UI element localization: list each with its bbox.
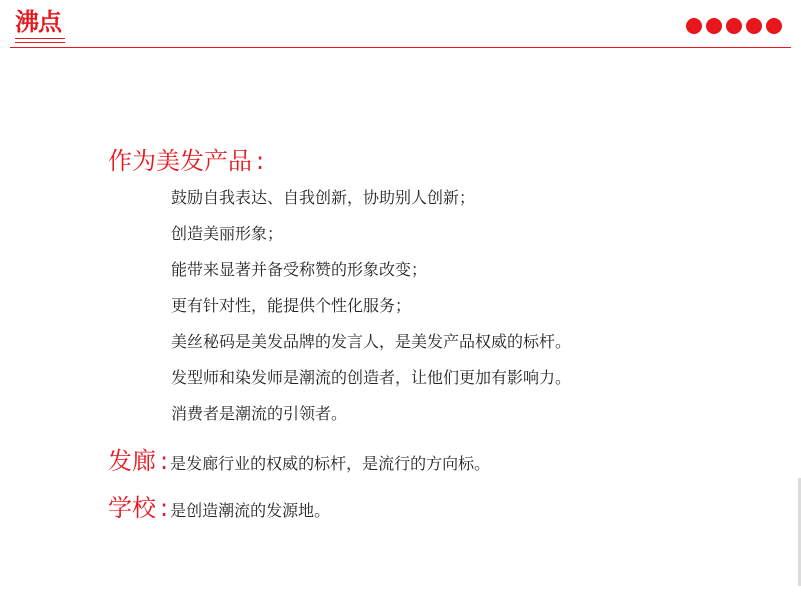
list-item: 能带来显著并备受称赞的形象改变； [171,260,428,279]
logo [15,8,67,44]
heading-description: 是创造潮流的发源地。 [170,501,331,520]
heading-colon: : [160,494,169,522]
heading-colon: : [160,447,169,475]
dot-icon [766,18,782,34]
heading-colon: : [256,147,265,175]
heading-title: 作为美发产品 [108,147,252,175]
logo-text: 沸点 [15,7,61,36]
list-item: 发型师和染发师是潮流的创造者，让他们更加有影响力。 [171,368,572,387]
dot-icon [746,18,762,34]
logo-underline [15,38,65,43]
dot-icon [726,18,742,34]
list-item: 消费者是潮流的引领者。 [171,404,348,423]
list-item: 鼓励自我表达、自我创新，协助别人创新； [171,188,476,207]
heading-title: 学校 [108,494,156,522]
header-dots [686,18,782,34]
section-heading-school [108,493,330,526]
list-item: 美丝秘码是美发品牌的发言人，是美发产品权威的标杆。 [171,332,572,351]
list-item: 更有针对性，能提供个性化服务； [171,296,412,315]
dot-icon [706,18,722,34]
dot-icon [686,18,702,34]
section-heading-products [108,146,264,176]
heading-title: 发廊 [108,447,156,475]
header-divider [10,47,791,48]
list-item: 创造美丽形象； [171,224,284,243]
heading-description: 是发廊行业的权威的标杆，是流行的方向标。 [170,454,491,473]
section-heading-salon [108,446,490,479]
